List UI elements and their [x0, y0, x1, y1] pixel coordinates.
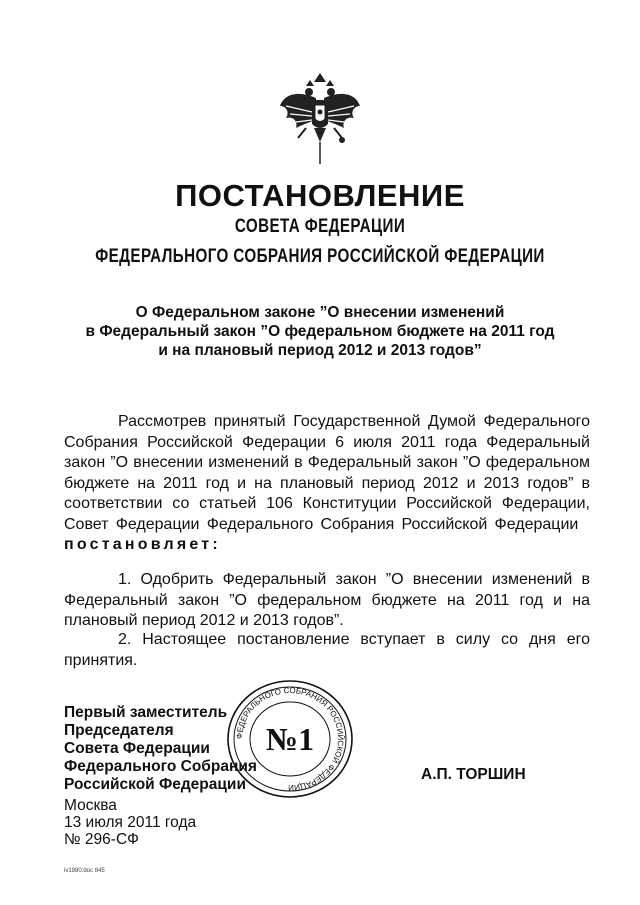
document-title: ПОСТАНОВЛЕНИЕ	[175, 178, 465, 213]
signatory-line-1: Первый заместитель	[64, 704, 228, 721]
subject-line-3: и на плановый период 2012 и 2013 годов”	[158, 342, 482, 359]
clause-1-paragraph: 1. Одобрить Федеральный закон ”О внесении изменений в Федеральный закон ”О федеральном бюджете на 2011 год и на плановый период 2012 и 2013 годов”.	[64, 571, 590, 629]
coat-of-arms-emblem-icon	[276, 72, 364, 164]
document-number: № 296-СФ	[64, 831, 139, 848]
preamble-text: Рассмотрев принятый Государственной Думой Федерального Собрания Российской Федерации 6 июля 2011 года Федеральный закон ”О внесении изменений в Федеральный закон ”О федеральном бюджете на 2011 год и на плановый период 2012 и 2013 годов” в соответствии со статьей 106 Конституции Российской Федерации, Совет Федерации Федерального Собрания Российской Федерации	[64, 413, 590, 533]
file-reference: iv1980.doc 845	[64, 868, 105, 874]
signatory-line-2: Председателя	[64, 722, 174, 739]
issuer-line-2: ФЕДЕРАЛЬНОГО СОБРАНИЯ РОССИЙСКОЙ ФЕДЕРАЦИИ	[95, 246, 545, 267]
preamble-paragraph	[64, 412, 590, 556]
signatory-line-4: Федерального Собрания	[64, 758, 257, 775]
subject-line-1: О Федеральном законе ”О внесении изменений	[135, 304, 505, 321]
subject-line-2: в Федеральный закон ”О федеральном бюджете на 2011 год	[85, 323, 555, 340]
stamp-ring-text: ФЕДЕРАЛЬНОГО СОБРАНИЯ РОССИЙСКОЙ ФЕДЕРАЦИИ	[234, 685, 346, 793]
issuer-line-1: СОВЕТА ФЕДЕРАЦИИ	[234, 216, 406, 237]
signatory-line-3: Совета Федерации	[64, 740, 210, 757]
city: Москва	[64, 797, 117, 814]
date: 13 июля 2011 года	[64, 814, 197, 831]
stamp-number: №1	[265, 721, 315, 757]
signatory-name: А.П. ТОРШИН	[421, 766, 526, 783]
official-stamp	[225, 678, 355, 800]
place-and-date	[64, 797, 196, 848]
document-subject	[0, 303, 640, 360]
clause-2-paragraph: 2. Настоящее постановление вступает в силу со дня его принятия.	[64, 631, 590, 669]
resolves-keyword: постановляет:	[64, 536, 221, 553]
signatory-line-5: Российской Федерации	[64, 776, 246, 793]
